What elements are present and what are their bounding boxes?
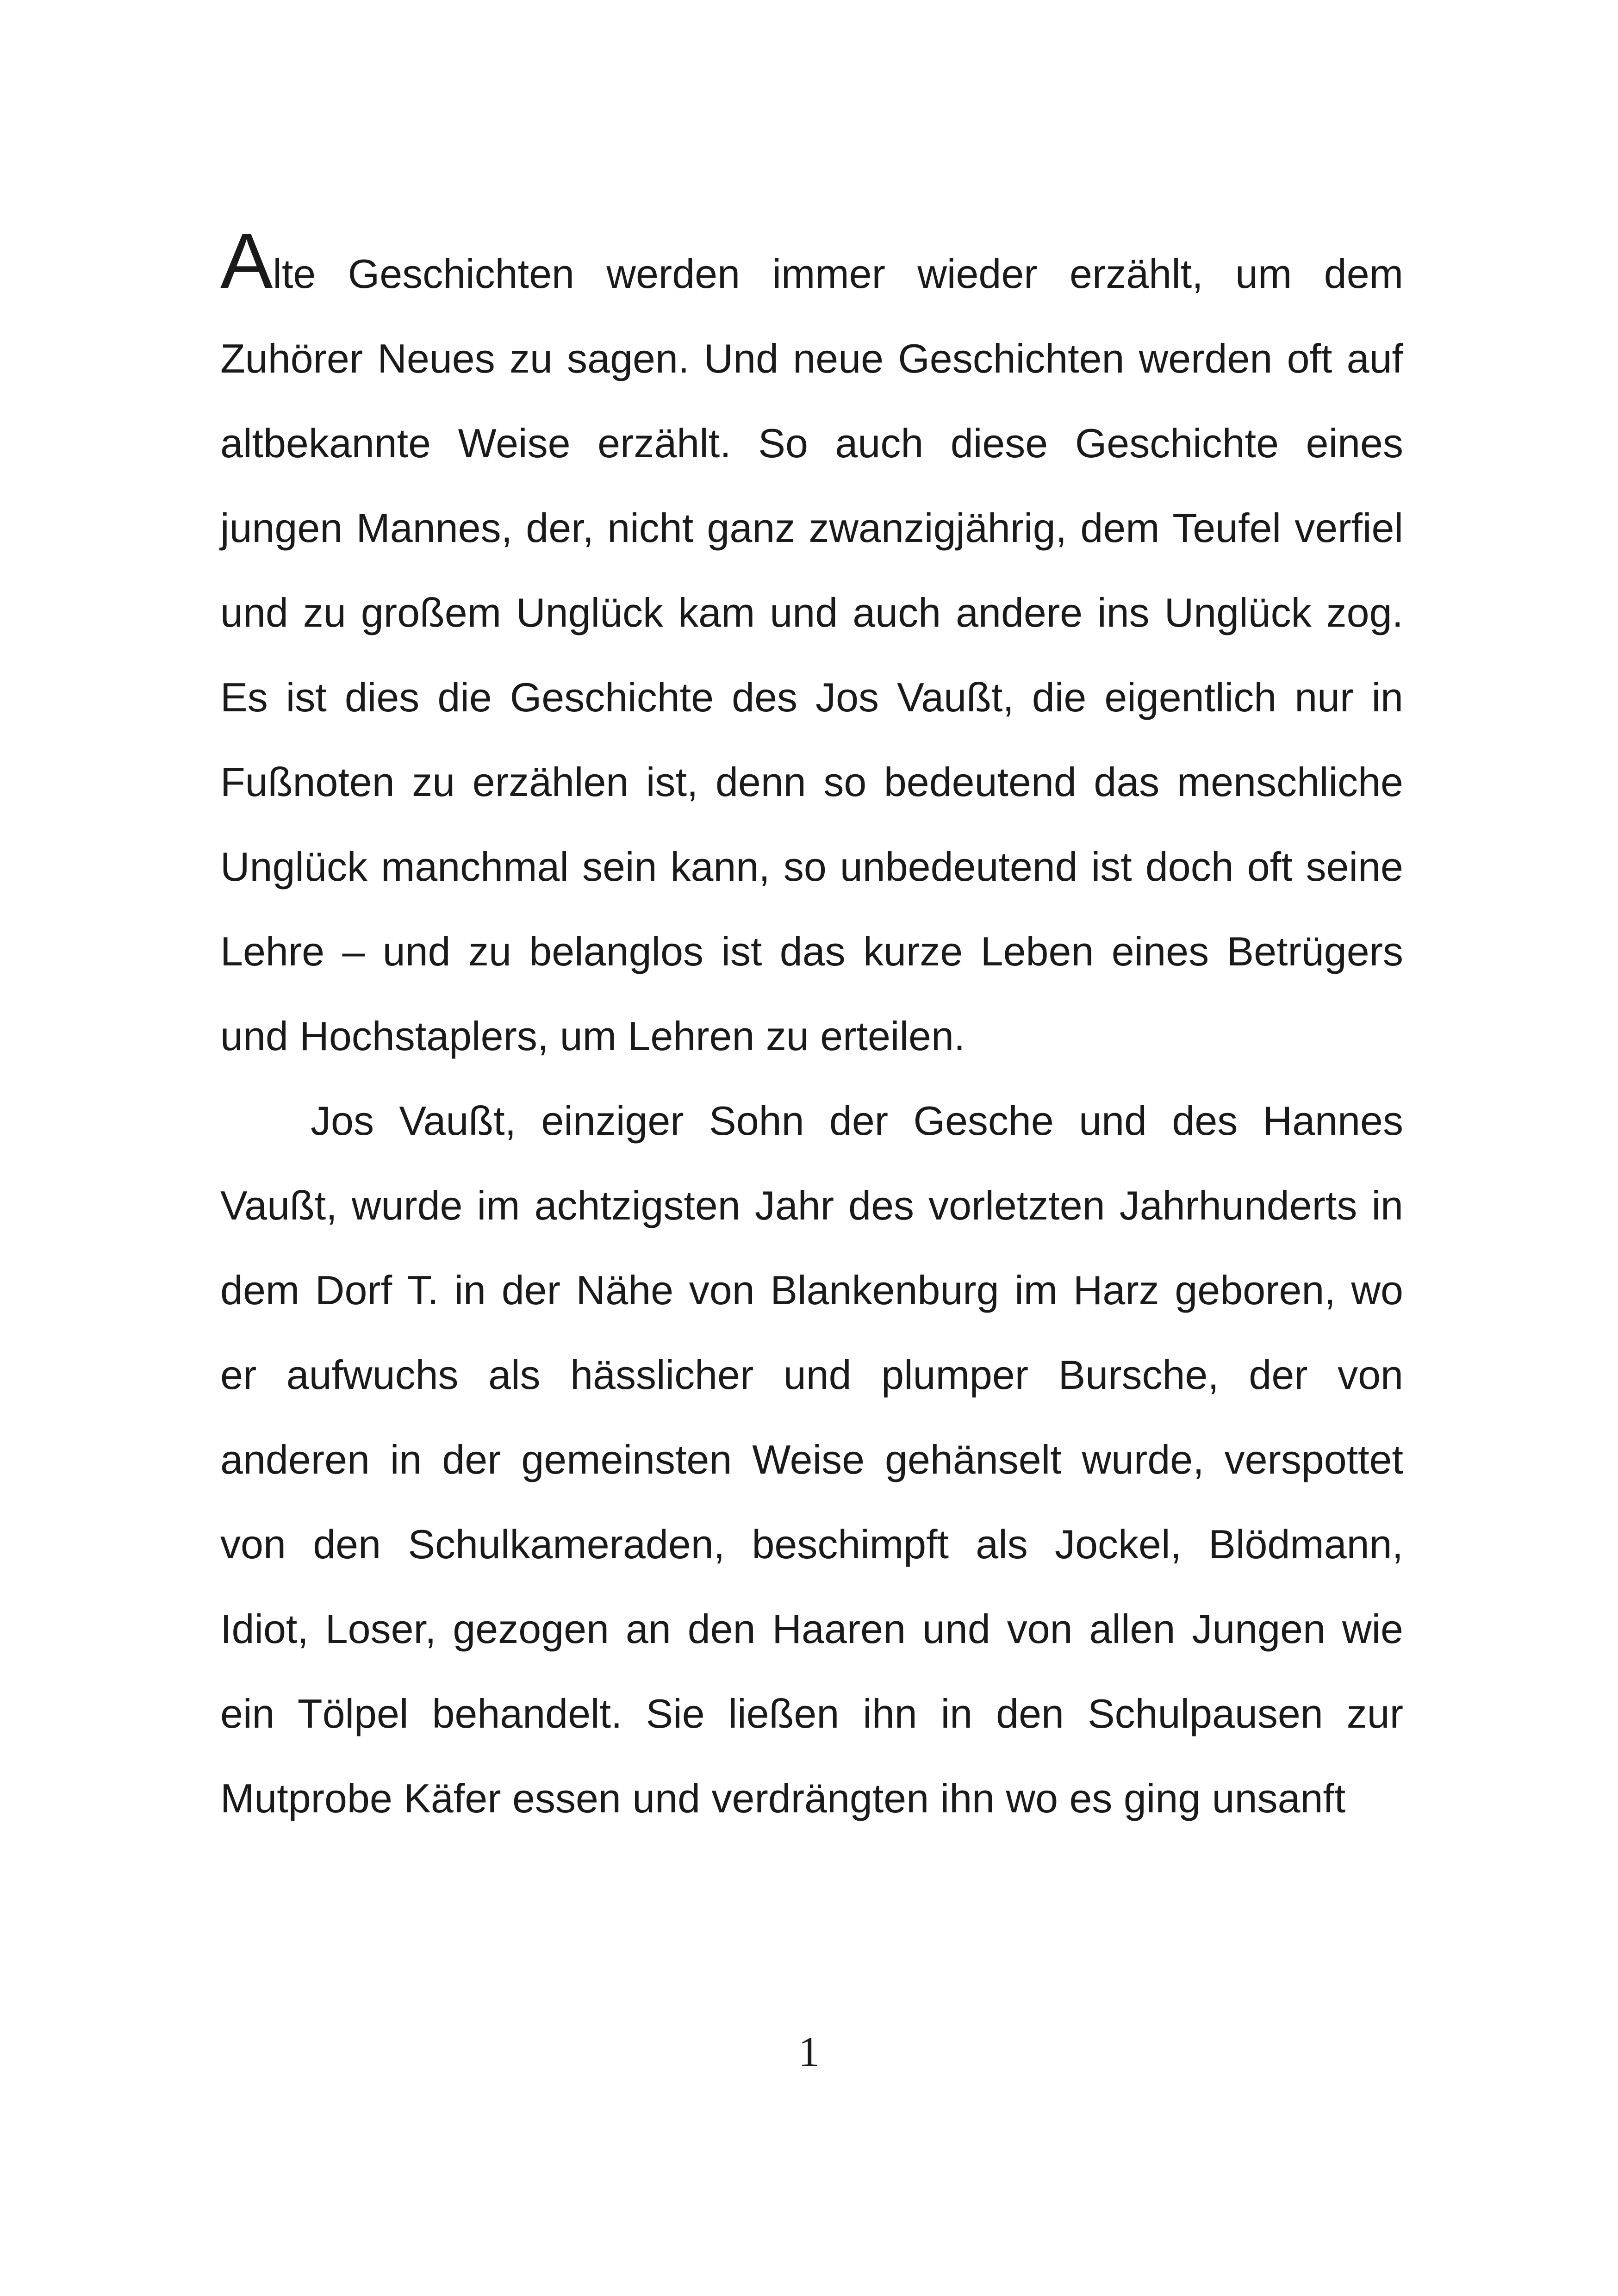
paragraph-1-text: lte Geschichten werden immer wieder erzählt, um dem Zuhörer Neues zu sagen. Und neue Geschichten werden oft auf altbekannte Weise erzählt. So auch diese Geschichte eines jungen Mannes, der, nicht ganz zwanzigjährig, dem Teufel verfiel und zu großem Unglück kam und auch andere ins Unglück zog. Es ist dies die Geschichte des Jos Vaußt, die eigentlich nur in Fußnoten zu erzählen ist, denn so bedeutend das menschliche Unglück manchmal sein kann, so unbedeutend ist doch oft seine Lehre – und zu belanglos ist das kurze Leben eines Betrügers und Hochstaplers, um Lehren zu erteilen. bbox=[220, 251, 1403, 1059]
body-text bbox=[220, 217, 1403, 1841]
paragraph-1 bbox=[220, 217, 1403, 1078]
drop-cap-letter: A bbox=[220, 217, 273, 305]
paragraph-2: Jos Vaußt, einziger Sohn der Gesche und des Hannes Vaußt, wurde im achtzigsten Jahr des vorletzten Jahrhunderts in dem Dorf T. in der Nähe von Blankenburg im Harz geboren, wo er aufwuchs als hässlicher und plumper Bursche, der von anderen in der gemeinsten Weise gehänselt wurde, verspottet von den Schulkameraden, beschimpft als Jockel, Blödmann, Idiot, Loser, gezogen an den Haaren und von allen Jungen wie ein Tölpel behandelt. Sie ließen ihn in den Schulpausen zur Mutprobe Käfer essen und verdrängten ihn wo es ging unsanft bbox=[220, 1098, 1403, 1821]
page-number: 1 bbox=[798, 2028, 820, 2075]
